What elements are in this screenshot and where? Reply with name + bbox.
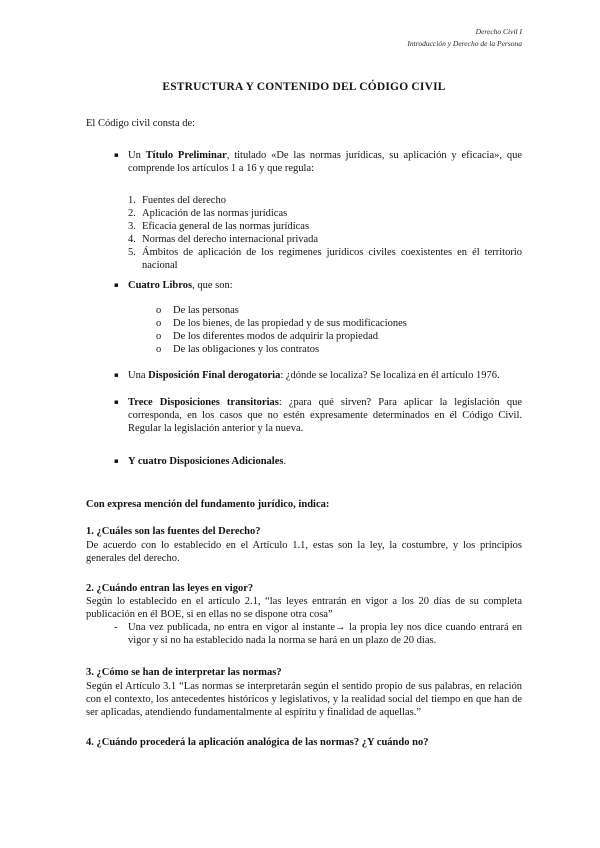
- square-bullet-icon: ▪: [114, 398, 119, 407]
- text-segment-bold: Título Preliminar: [145, 150, 227, 162]
- list-item-disposicion-final: [114, 369, 522, 382]
- header-course: Derecho Civil I: [475, 27, 522, 36]
- question-heading: 1. ¿Cuáles son las fuentes del Derecho?: [86, 526, 261, 538]
- text-segment-bold: Y cuatro Disposiciones Adicionales: [128, 456, 284, 468]
- item-number: 2.: [128, 208, 136, 220]
- text-segment-bold: Cuatro Libros: [128, 280, 193, 292]
- item-text: Eficacia general de las normas jurídicas: [142, 221, 310, 233]
- item-text: De los bienes, de las propiedad y de sus modificaciones: [173, 318, 407, 330]
- list-item-text: [128, 369, 522, 382]
- text-segment: Un: [128, 150, 146, 162]
- list-item-text: [128, 149, 522, 175]
- header-subject: Introducción y Derecho de la Persona: [407, 38, 522, 48]
- document-title: ESTRUCTURA Y CONTENIDO DEL CÓDIGO CIVIL: [162, 81, 446, 94]
- text-segment: Una: [128, 370, 149, 382]
- intro-text: El Código civil consta de:: [86, 118, 196, 130]
- circle-bullet-icon: o: [156, 318, 162, 330]
- item-number: 1.: [128, 195, 136, 207]
- item-text: Una vez publicada, no entra en vigor al instante→ la propia ley nos dice cuando entrará en vigor y si no ha establecido nada la norma se hará en un plazo de 20 días.: [128, 622, 522, 647]
- numbered-item: [128, 233, 522, 246]
- text-segment: : ¿para qué sirven? Para aplicar la legislación que corresponda, en los casos que no estén expresamente determinados en él Código Civil. Regular la legislación anterior y la nueva.: [128, 397, 522, 435]
- list-item-text: [128, 279, 522, 292]
- question-body: Según lo establecido en el artículo 2.1, “las leyes entrarán en vigor a los 20 días de su completa publicación en él BOE, si en ellas no se dispone otra cosa”: [86, 596, 522, 621]
- item-text: Aplicación de las normas jurídicas: [142, 208, 288, 220]
- page-header: [86, 26, 522, 49]
- text-segment: : ¿dónde se localiza? Se localiza en él artículo 1976.: [280, 370, 500, 382]
- item-number: 5.: [128, 247, 136, 259]
- question-heading: 4. ¿Cuándo procederá la aplicación analógica de las normas? ¿Y cuándo no?: [86, 736, 429, 748]
- circle-item: [156, 343, 522, 356]
- circle-item: [156, 304, 522, 317]
- numbered-item: [128, 246, 522, 272]
- question-body: Según el Artículo 3.1 “Las normas se interpretarán según el sentido propio de sus palabras, en relación con el contexto, los antecedentes históricos y legislativos, y la realidad social del tiempo en que han de ser aplicadas, atendiendo fundamentalmente al espíritu y finalidad de aquellas.”: [86, 680, 522, 718]
- item-text: De las obligaciones y los contratos: [173, 344, 320, 356]
- dash-item: [114, 621, 522, 647]
- list-item-titulo-preliminar: [114, 149, 522, 175]
- text-segment: .: [283, 456, 287, 468]
- text-segment-bold: Trece Disposiciones transitorias: [128, 397, 279, 409]
- circle-bullet-icon: o: [156, 305, 162, 317]
- question-heading: 3. ¿Cómo se han de interpretar las normas?: [86, 667, 282, 679]
- text-segment-bold: Disposición Final derogatoria: [148, 370, 281, 382]
- item-text: Fuentes del derecho: [142, 195, 226, 207]
- numbered-item: [128, 220, 522, 233]
- numbered-list: [128, 194, 522, 272]
- list-item-text: [128, 396, 522, 435]
- section-heading-fundamento: Con expresa mención del fundamento jurídico, indica:: [86, 499, 330, 511]
- question-body: De acuerdo con lo establecido en el Artículo 1.1, estas son la ley, la costumbre, y los principios generales del derecho.: [86, 539, 522, 564]
- question-block-2: [86, 582, 522, 648]
- text-segment: , que son:: [192, 280, 233, 292]
- square-bullet-icon: ▪: [114, 371, 119, 380]
- list-item-text: [128, 455, 522, 468]
- numbered-item: [128, 194, 522, 207]
- list-item-disposiciones-adicionales: [114, 455, 522, 468]
- circle-bullet-icon: o: [156, 331, 162, 343]
- item-number: 3.: [128, 221, 136, 233]
- list-item-disposiciones-transitorias: [114, 396, 522, 435]
- item-text: De las personas: [173, 305, 239, 317]
- item-text: Normas del derecho internacional privada: [142, 234, 319, 246]
- item-text: Ámbitos de aplicación de los regímenes jurídicos civiles coexistentes en él territorio nacional: [142, 247, 522, 272]
- circle-item: [156, 330, 522, 343]
- list-item-cuatro-libros: [114, 279, 522, 292]
- question-heading: 2. ¿Cuándo entran las leyes en vigor?: [86, 582, 254, 594]
- question-block-3: [86, 666, 522, 719]
- square-bullet-icon: ▪: [114, 281, 119, 290]
- dash-bullet-icon: -: [114, 622, 118, 634]
- square-bullet-icon: ▪: [114, 151, 119, 160]
- circle-item: [156, 317, 522, 330]
- numbered-item: [128, 207, 522, 220]
- question-block-4: [86, 736, 522, 750]
- item-number: 4.: [128, 234, 136, 246]
- circle-bullet-icon: o: [156, 344, 162, 356]
- text-segment: , titulado «De las normas jurídicas, su aplicación y eficacia», que comprende los artículos 1 a 16 y que regula:: [128, 150, 523, 175]
- square-bullet-icon: ▪: [114, 457, 119, 466]
- item-text: De los diferentes modos de adquirir la propiedad: [173, 331, 378, 343]
- question-block-1: [86, 525, 522, 565]
- circle-list: [156, 304, 522, 356]
